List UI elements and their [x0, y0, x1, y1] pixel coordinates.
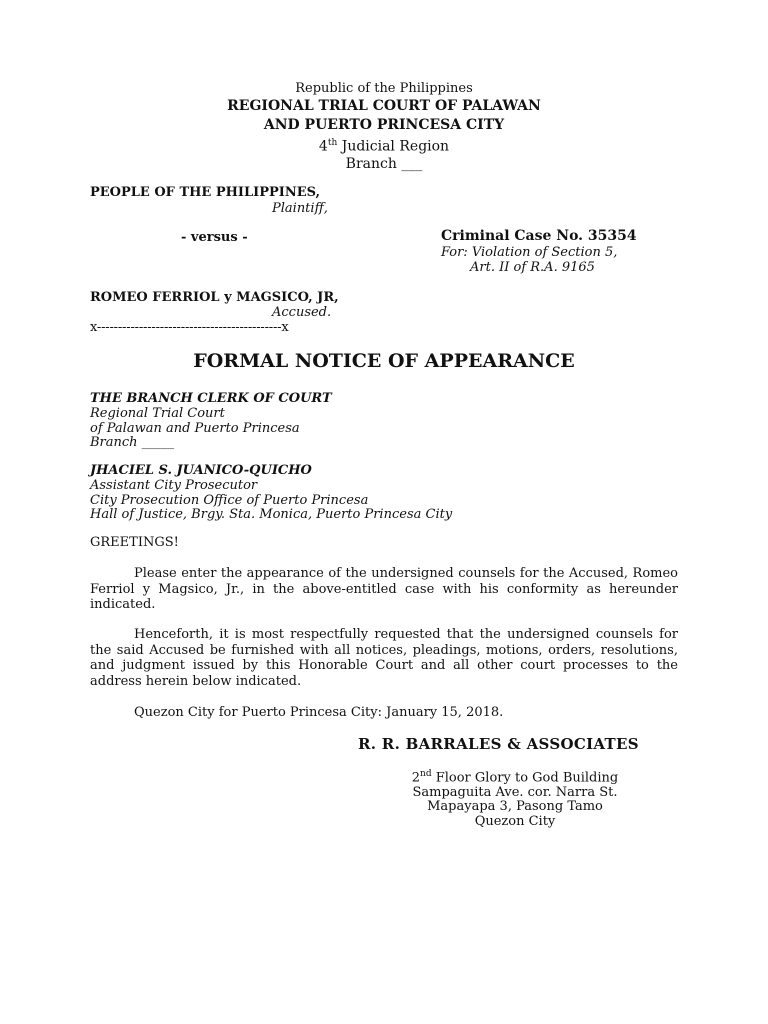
case-number: Criminal Case No. 35354 — [441, 228, 637, 244]
firm-name: R. R. BARRALES & ASSOCIATES — [358, 735, 639, 753]
judicial-region: 4th Judicial Region — [318, 138, 450, 155]
branch-line: Branch ___ — [345, 155, 423, 172]
firm-address-line-3: Mapayapa 3, Pasong Tamo — [427, 799, 603, 815]
court-header — [0, 80, 768, 173]
accused-role: Accused. — [272, 305, 332, 320]
firm-address-line-4: Quezon City — [474, 813, 556, 829]
court-name-line-2: AND PUERTO PRINCESA CITY — [263, 117, 505, 133]
addressee-2-line-3: Hall of Justice, Brgy. Sta. Monica, Puerto Princesa City — [90, 507, 453, 522]
firm-address-line-2: Sampaguita Ave. cor. Narra St. — [412, 784, 618, 800]
case-for-line-2: Art. II of R.A. 9165 — [470, 260, 595, 275]
addressee-1-line-1: Regional Trial Court — [90, 406, 225, 421]
court-name-line-1: REGIONAL TRIAL COURT OF PALAWAN — [227, 98, 541, 114]
caption-separator: x--------------------------------------------x — [90, 320, 289, 335]
case-for-line-1: For: Violation of Section 5, — [441, 245, 618, 260]
addressee-2-line-2: City Prosecution Office of Puerto Princesa — [90, 493, 369, 508]
accused-name: ROMEO FERRIOL y MAGSICO, JR, — [90, 290, 339, 305]
plaintiff-role: Plaintiff, — [272, 201, 328, 216]
document-title: FORMAL NOTICE OF APPEARANCE — [193, 350, 575, 372]
firm-address-line-1: 2nd Floor Glory to God Building — [411, 769, 619, 786]
addressee-1-name: THE BRANCH CLERK OF COURT — [90, 391, 332, 406]
addressee-1-line-2: of Palawan and Puerto Princesa — [90, 421, 300, 436]
body-paragraph-1: Please enter the appearance of the undersigned counsels for the Accused, Romeo Ferriol y Magsico, Jr., in the above-entitled case with his conformity as hereunder indicated. — [90, 566, 678, 612]
firm-address — [360, 767, 670, 829]
body-paragraph-2: Henceforth, it is most respectfully requested that the undersigned counsels for the said Accused be furnished with all notices, pleadings, motions, orders, resolutions, and judgment issued by this Honorable Court and all other court processes to the address herein below indicated. — [90, 627, 678, 689]
addressee-2-name: JHACIEL S. JUANICO-QUICHO — [90, 463, 312, 478]
date-line: Quezon City for Puerto Princesa City: January 15, 2018. — [134, 705, 504, 720]
addressee-1-line-3: Branch _____ — [90, 435, 175, 450]
plaintiff-name: PEOPLE OF THE PHILIPPINES, — [90, 185, 321, 200]
greeting: GREETINGS! — [90, 535, 179, 550]
versus-label: - versus - — [181, 230, 248, 245]
republic-line: Republic of the Philippines — [295, 81, 473, 96]
addressee-2-line-1: Assistant City Prosecutor — [90, 478, 258, 493]
